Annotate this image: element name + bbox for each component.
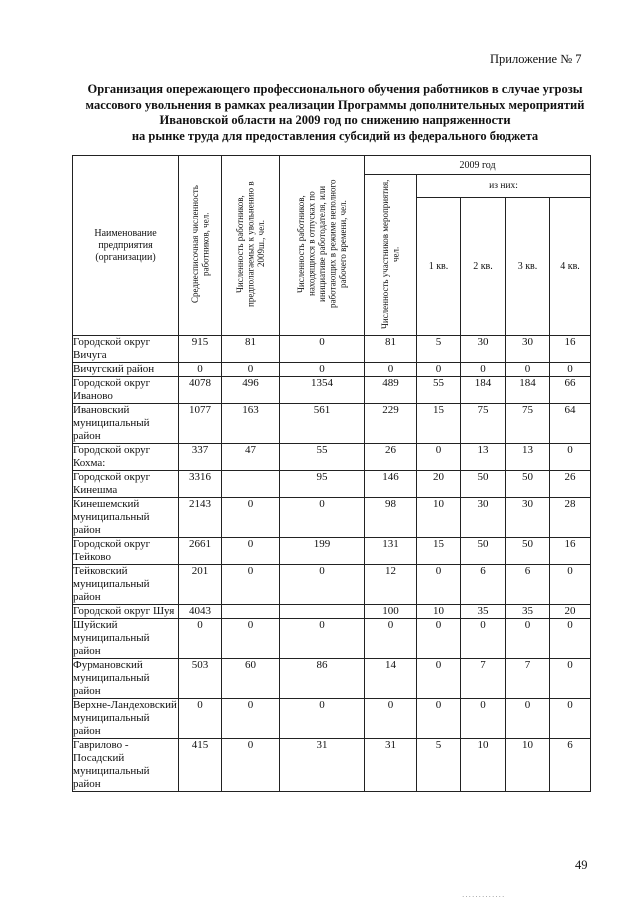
training-table	[72, 155, 591, 792]
row-name: Вичугский район	[73, 363, 179, 377]
table-row	[73, 471, 591, 498]
cell-part: 31	[365, 739, 417, 792]
cell-q2: 13	[461, 444, 506, 471]
cell-part: 0	[365, 619, 417, 659]
cell-q4: 16	[550, 336, 591, 363]
header-name	[73, 156, 179, 336]
header-year-label: 2009 год	[459, 159, 496, 171]
cell-q4: 20	[550, 605, 591, 619]
table-row	[73, 605, 591, 619]
cell-avg: 415	[179, 739, 222, 792]
cell-q3: 35	[506, 605, 550, 619]
cell-avg: 201	[179, 565, 222, 605]
table-row	[73, 498, 591, 538]
header-participants	[365, 175, 417, 336]
cell-dismiss: 60	[222, 659, 280, 699]
table-row	[73, 739, 591, 792]
cell-dismiss: 47	[222, 444, 280, 471]
cell-q3: 184	[506, 377, 550, 404]
cell-q2: 75	[461, 404, 506, 444]
cell-leave: 0	[280, 619, 365, 659]
cell-part: 489	[365, 377, 417, 404]
cell-dismiss: 0	[222, 699, 280, 739]
cell-q4: 0	[550, 444, 591, 471]
cell-q2: 30	[461, 498, 506, 538]
table-row	[73, 336, 591, 363]
scan-stamp-mark: ·············	[462, 893, 506, 901]
cell-part: 26	[365, 444, 417, 471]
header-name-label: Наименование предприятия (организации)	[94, 227, 157, 263]
cell-q2: 10	[461, 739, 506, 792]
cell-part: 146	[365, 471, 417, 498]
cell-avg: 337	[179, 444, 222, 471]
cell-q4: 64	[550, 404, 591, 444]
cell-q1: 0	[417, 699, 461, 739]
cell-q3: 50	[506, 471, 550, 498]
cell-q4: 0	[550, 363, 591, 377]
row-name: Тейковский муниципальный район	[73, 565, 179, 605]
cell-dismiss	[222, 471, 280, 498]
row-name: Городской округ Кинешма	[73, 471, 179, 498]
table-row	[73, 699, 591, 739]
cell-dismiss: 81	[222, 336, 280, 363]
row-name: Городской округ Шуя	[73, 605, 179, 619]
cell-q4: 0	[550, 565, 591, 605]
cell-q1: 0	[417, 565, 461, 605]
cell-q3: 0	[506, 363, 550, 377]
cell-dismiss	[222, 605, 280, 619]
cell-avg: 2661	[179, 538, 222, 565]
header-q2: 2 кв.	[461, 198, 506, 336]
cell-avg: 0	[179, 619, 222, 659]
cell-q2: 0	[461, 699, 506, 739]
row-name: Городской округ Иваново	[73, 377, 179, 404]
table-row	[73, 377, 591, 404]
cell-part: 14	[365, 659, 417, 699]
cell-q1: 0	[417, 444, 461, 471]
cell-dismiss: 0	[222, 498, 280, 538]
cell-leave: 561	[280, 404, 365, 444]
cell-q2: 35	[461, 605, 506, 619]
title-line-4: на рынке труда для предоставления субсидий из федерального бюджета	[131, 128, 539, 143]
cell-q1: 0	[417, 659, 461, 699]
cell-dismiss: 0	[222, 619, 280, 659]
cell-avg: 0	[179, 363, 222, 377]
cell-dismiss: 0	[222, 363, 280, 377]
header-leave	[280, 156, 365, 336]
cell-q1: 15	[417, 404, 461, 444]
cell-avg: 503	[179, 659, 222, 699]
header-avg	[179, 156, 222, 336]
cell-part: 81	[365, 336, 417, 363]
header-q4: 4 кв.	[550, 198, 591, 336]
row-name: Ивановский муниципальный район	[73, 404, 179, 444]
cell-q2: 50	[461, 538, 506, 565]
cell-leave: 86	[280, 659, 365, 699]
cell-dismiss: 0	[222, 538, 280, 565]
cell-q1: 20	[417, 471, 461, 498]
cell-avg: 1077	[179, 404, 222, 444]
table-header	[73, 156, 591, 336]
cell-part: 131	[365, 538, 417, 565]
title-line-3: Ивановской области на 2009 год по снижению напряженности	[159, 113, 511, 127]
row-name: Кинешемский муниципальный район	[73, 498, 179, 538]
cell-q1: 10	[417, 605, 461, 619]
cell-part: 0	[365, 699, 417, 739]
row-name: Верхне-Ландеховский муниципальный район	[73, 699, 177, 737]
title-line-2: массового увольнения в рамках реализации Программы дополнительных мероприятий	[85, 97, 585, 112]
cell-leave: 0	[280, 363, 365, 377]
cell-leave: 0	[280, 699, 365, 739]
page-number: 49	[575, 858, 588, 872]
cell-dismiss: 0	[222, 565, 280, 605]
cell-avg: 915	[179, 336, 222, 363]
cell-dismiss: 496	[222, 377, 280, 404]
row-name: Городской округ Кохма:	[73, 444, 179, 471]
cell-leave: 0	[280, 336, 365, 363]
cell-leave	[280, 605, 365, 619]
row-name: Фурмановский муниципальный район	[73, 659, 179, 699]
table-row	[73, 363, 591, 377]
table-row	[73, 565, 591, 605]
table-body	[73, 336, 591, 792]
cell-leave: 55	[280, 444, 365, 471]
table-row	[73, 444, 591, 471]
header-of-which	[417, 175, 591, 198]
cell-q3: 7	[506, 659, 550, 699]
cell-q2: 184	[461, 377, 506, 404]
title-line-1: Организация опережающего профессионального обучения работников в случае угрозы	[87, 82, 583, 96]
cell-q1: 0	[417, 363, 461, 377]
row-name: Гаврилово - Посадский муниципальный район	[73, 739, 179, 792]
table-row	[73, 538, 591, 565]
cell-part: 229	[365, 404, 417, 444]
cell-avg: 4043	[179, 605, 222, 619]
cell-q1: 15	[417, 538, 461, 565]
cell-q4: 28	[550, 498, 591, 538]
cell-q3: 0	[506, 699, 550, 739]
table-row	[73, 659, 591, 699]
cell-q3: 0	[506, 619, 550, 659]
cell-q3: 13	[506, 444, 550, 471]
cell-q3: 30	[506, 336, 550, 363]
cell-q2: 7	[461, 659, 506, 699]
cell-q3: 50	[506, 538, 550, 565]
cell-part: 12	[365, 565, 417, 605]
cell-q1: 10	[417, 498, 461, 538]
row-name: Городской округ Вичуга	[73, 336, 179, 363]
table-row	[73, 404, 591, 444]
cell-leave: 31	[280, 739, 365, 792]
cell-q4: 0	[550, 619, 591, 659]
cell-q3: 6	[506, 565, 550, 605]
header-q1: 1 кв.	[417, 198, 461, 336]
cell-leave: 1354	[280, 377, 365, 404]
header-year	[365, 156, 591, 175]
header-participants-label: Численность участников мероприятия, чел.	[380, 178, 401, 329]
header-avg-label: Среднесписочная численность работников, чел.	[189, 185, 210, 303]
cell-q2: 0	[461, 619, 506, 659]
row-name: Шуйский муниципальный район	[73, 619, 179, 659]
cell-q1: 0	[417, 619, 461, 659]
annex-label: Приложение № 7	[490, 52, 582, 66]
cell-leave: 0	[280, 498, 365, 538]
cell-dismiss: 163	[222, 404, 280, 444]
cell-q2: 30	[461, 336, 506, 363]
table-row	[73, 619, 591, 659]
cell-q1: 55	[417, 377, 461, 404]
cell-avg: 4078	[179, 377, 222, 404]
row-name: Городской округ Тейково	[73, 538, 179, 565]
cell-q3: 30	[506, 498, 550, 538]
cell-avg: 0	[179, 699, 222, 739]
cell-part: 98	[365, 498, 417, 538]
cell-q1: 5	[417, 739, 461, 792]
cell-avg: 2143	[179, 498, 222, 538]
cell-q4: 16	[550, 538, 591, 565]
header-dismiss	[222, 156, 280, 336]
cell-q1: 5	[417, 336, 461, 363]
cell-leave: 95	[280, 471, 365, 498]
cell-q4: 26	[550, 471, 591, 498]
cell-q4: 0	[550, 659, 591, 699]
cell-q3: 10	[506, 739, 550, 792]
cell-leave: 0	[280, 565, 365, 605]
cell-q4: 6	[550, 739, 591, 792]
document-title	[70, 82, 600, 144]
cell-q2: 6	[461, 565, 506, 605]
header-dismiss-label: Численность работников, предполагаемых к увольнению в 2009ш., чел.	[234, 181, 266, 307]
header-of-which-label: из них:	[489, 181, 518, 191]
cell-dismiss: 0	[222, 739, 280, 792]
cell-q4: 66	[550, 377, 591, 404]
cell-q2: 0	[461, 363, 506, 377]
cell-q4: 0	[550, 699, 591, 739]
cell-q2: 50	[461, 471, 506, 498]
cell-leave: 199	[280, 538, 365, 565]
cell-q3: 75	[506, 404, 550, 444]
cell-avg: 3316	[179, 471, 222, 498]
header-leave-label: Численность работников, находящихся в отпусках по инициативе работодателя, или работающих в режиме неполного рабочего времени, чел.	[295, 179, 348, 309]
cell-part: 0	[365, 363, 417, 377]
header-q3: 3 кв.	[506, 198, 550, 336]
cell-part: 100	[365, 605, 417, 619]
